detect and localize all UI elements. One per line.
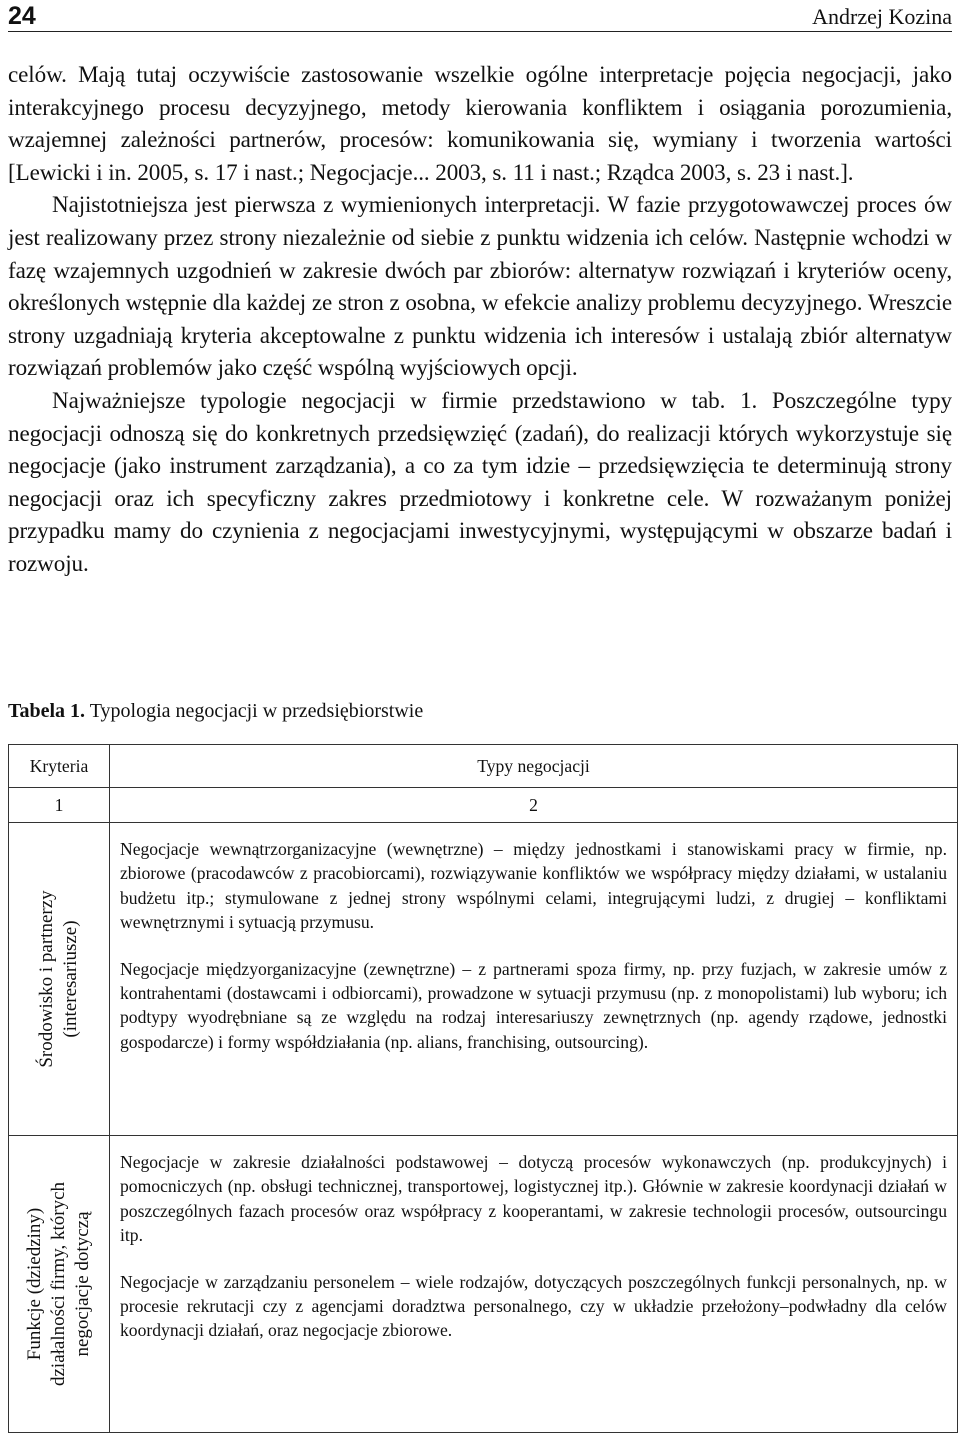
body-text: [8, 58, 952, 580]
paragraph-2: Najistotniejsza jest pierwsza z wymienionych interpretacji. W fazie przygotowawczej proces ów jest realizowany przez strony niezależnie od siebie z punktu widzenia ich celów. Następnie wchodzi w fazę wzajemnych uzgodnień w zakresie dwóch par zbiorów: alternatyw rozwiązań i kryteriów oceny, określonych wstępnie dla każdej ze stron z osobna, w efekcie analizy problemu decyzyjnego. Wreszcie strony uzgadniają kryteria akceptowalne z punktu widzenia ich interesów i ustalają zbiór alternatyw rozwiązań problemów jako część wspólną wyjściowych opcji.: [8, 191, 952, 381]
type-personnel-negotiations: Negocjacje w zarządzaniu personelem – wiele rodzajów, dotyczących poszczególnych funkcji personalnych, np. w procesie rekrutacji czy z agencjami doradztwa personalnego, czy w układzie przełożony–podwładny dla celów koordynacji działań, oraz negocjacje zbiorowe.: [120, 1271, 947, 1341]
table-row: [9, 1136, 958, 1433]
table-header-row: [9, 745, 958, 788]
criterion-environment-label: Środowisko i partnerzy (interesariusze): [36, 890, 81, 1068]
criterion-functions-cell: [9, 1136, 110, 1433]
criterion-functions-label: Funkcje (dziedziny) działalności firmy, których negocjacje dotyczą: [24, 1181, 93, 1387]
page-header: [8, 0, 952, 32]
typology-table: [8, 744, 958, 1433]
criterion-environment-cell: [9, 823, 110, 1136]
table-number-row: [9, 788, 958, 823]
header-criteria: Kryteria: [9, 745, 110, 788]
table-caption-label: Tabela 1.: [8, 700, 86, 722]
column-number-2: 2: [110, 788, 958, 823]
table-row: [9, 823, 958, 1136]
type-core-activity-negotiations: Negocjacje w zakresie działalności podstawowej – dotyczą procesów wykonawczych (np. produkcyjnych) i pomocniczych (np. obsługi technicznej, transportowej, logistycznej itp.). Głównie w zakresie koordynacji działań w poszczególnych fazach procesów oraz współpracy z kooperantami, w zakresie technologii procesów, outsourcingu itp.: [120, 1152, 947, 1246]
types-environment-cell: [110, 823, 958, 1136]
paragraph-3: Najważniejsze typologie negocjacji w firmie przedstawiono w tab. 1. Poszczególne typy negocjacji odnoszą się do konkretnych przedsięwzięć (zadań), do realizacji których wykorzystuje się negocjacje (jako instrument zarządzania), a co za tym idzie – przedsięwzięcia te determinują strony negocjacji oraz ich specyficzny zakres przedmiotowy i konkretne cele. W rozważanym poniżej przypadku mamy do czynienia z negocjacjami inwestycyjnymi, występującymi w obszarze badań i rozwoju.: [8, 386, 952, 576]
type-internal-negotiations: Negocjacje wewnątrzorganizacyjne (wewnętrzne) – między jednostkami i stanowiskami pracy w firmie, np. zbiorowe (pracodawców z pracobiorcami), rozwiązywanie konfliktów we współpracy między działami, w ustalaniu budżetu itp.; stymulowane z jednej strony wspólnymi celami, integrującymi ludzi, z drugiej – konfliktami wewnętrznymi i sytuacją przymusu.: [120, 839, 947, 933]
running-head-author: Andrzej Kozina: [812, 4, 952, 29]
type-external-negotiations: Negocjacje międzyorganizacyjne (zewnętrzne) – z partnerami spoza firmy, np. przy fuzjach, w zakresie umów z kontrahentami (dostawcami i odbiorcami), prowadzone w sytuacji przymusu (np. z monopolistami) lub wyboru; ich podtypy wyodrębniane są ze względu na rodzaj interesariuszy zewnętrznych (np. agendy rządowe, jednostki gospodarcze) i formy współdziałania (np. alians, franchising, outsourcing).: [120, 958, 947, 1052]
paragraph-1: celów. Mają tutaj oczywiście zastosowanie wszelkie ogólne interpretacje pojęcia negocjacji, jako interakcyjnego procesu decyzyjnego, metody kierowania konfliktem i osiągania porozumienia, wzajemnej zależności partnerów, procesów: komunikowania się, wymiany i tworzenia wartości [Lewicki i in. 2005, s. 17 i nast.; Negocjacje... 2003, s. 11 i nast.; Rządca 2003, s. 23 i nast.].: [8, 61, 952, 185]
table-caption: [8, 700, 423, 723]
header-types: Typy negocjacji: [110, 745, 958, 788]
table-caption-text: Typologia negocjacji w przedsiębiorstwie: [89, 700, 424, 722]
types-functions-cell: [110, 1136, 958, 1433]
page-number: 24: [8, 2, 36, 30]
column-number-1: 1: [9, 788, 110, 823]
